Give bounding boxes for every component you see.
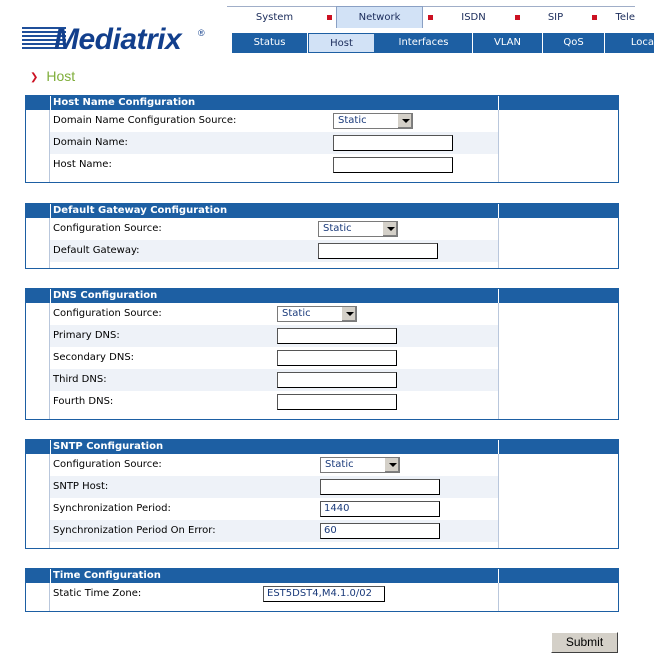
title-bullet-icon: ❯: [30, 72, 39, 83]
default-gateway-label: Default Gateway:: [53, 245, 140, 256]
page-title-text: Host: [46, 68, 76, 84]
domain-name-label: Domain Name:: [53, 137, 128, 148]
secondary-dns-label: Secondary DNS:: [53, 352, 135, 363]
logo-wordmark: Mediatrix: [54, 23, 182, 56]
default-gateway-input[interactable]: [318, 243, 438, 259]
sntp-host-label: SNTP Host:: [53, 481, 109, 492]
sub-tab-vlan[interactable]: VLAN: [473, 33, 543, 53]
form-row: [26, 520, 618, 542]
gateway-source-select[interactable]: [318, 221, 398, 237]
select-value: Static: [325, 459, 354, 470]
select-value: Static: [282, 308, 311, 319]
select-value: Static: [338, 115, 367, 126]
sub-tab-status[interactable]: Status: [232, 33, 308, 53]
primary-dns-label: Primary DNS:: [53, 330, 120, 341]
dns-source-label: Configuration Source:: [53, 308, 162, 319]
separator-icon: [322, 6, 336, 28]
form-row: [26, 498, 618, 520]
top-tab-sip[interactable]: SIP: [524, 6, 587, 28]
host-name-config-panel: [25, 95, 619, 183]
form-row: [26, 347, 618, 369]
form-row: [26, 476, 618, 498]
panel-header: [26, 204, 618, 218]
third-dns-input[interactable]: [277, 372, 397, 388]
top-tab-network[interactable]: Network: [336, 6, 423, 28]
sntp-source-select[interactable]: [320, 457, 400, 473]
form-row: [26, 110, 618, 132]
panel-header: [26, 569, 618, 583]
separator-icon: [587, 6, 601, 28]
form-row: [26, 132, 618, 154]
sync-period-input[interactable]: 1440: [320, 501, 440, 517]
panel-header: [26, 96, 618, 110]
form-row: [26, 154, 618, 176]
sub-nav: [232, 33, 654, 53]
form-row: [26, 325, 618, 347]
host-name-label: Host Name:: [53, 159, 112, 170]
top-nav: [227, 6, 635, 27]
form-row: [26, 240, 618, 262]
panel-title: DNS Configuration: [53, 290, 158, 301]
primary-dns-input[interactable]: [277, 328, 397, 344]
separator-icon: [510, 6, 524, 28]
panel-title: Default Gateway Configuration: [53, 205, 228, 216]
panel-title: Host Name Configuration: [53, 97, 196, 108]
sync-period-label: Synchronization Period:: [53, 503, 171, 514]
sub-tab-loca[interactable]: Loca: [630, 37, 654, 48]
form-row: [26, 369, 618, 391]
page-title: [30, 68, 75, 84]
gateway-source-label: Configuration Source:: [53, 223, 162, 234]
form-row: [26, 583, 618, 605]
form-row: [26, 218, 618, 240]
time-zone-label: Static Time Zone:: [53, 588, 142, 599]
panel-title: SNTP Configuration: [53, 441, 164, 452]
separator-icon: [423, 6, 437, 28]
panel-header: [26, 440, 618, 454]
dropdown-arrow-icon[interactable]: [382, 222, 397, 236]
panel-header: [26, 289, 618, 303]
time-zone-input[interactable]: EST5DST4,M4.1.0/02: [263, 586, 385, 602]
form-row: [26, 454, 618, 476]
top-tab-isdn[interactable]: ISDN: [437, 6, 510, 28]
third-dns-label: Third DNS:: [53, 374, 107, 385]
fourth-dns-label: Fourth DNS:: [53, 396, 114, 407]
gateway-config-panel: [25, 203, 619, 269]
domain-source-select[interactable]: [333, 113, 413, 129]
panel-title: Time Configuration: [53, 570, 161, 581]
sub-tab-qos[interactable]: QoS: [543, 33, 605, 53]
sub-tab-host[interactable]: Host: [308, 33, 375, 53]
logo-registered-mark: ®: [198, 28, 205, 38]
dropdown-arrow-icon[interactable]: [341, 307, 356, 321]
form-row: [26, 391, 618, 413]
dropdown-arrow-icon[interactable]: [384, 458, 399, 472]
time-config-panel: [25, 568, 619, 612]
mediatrix-logo: [22, 24, 212, 58]
sntp-host-input[interactable]: [320, 479, 440, 495]
domain-name-input[interactable]: [333, 135, 453, 151]
top-tab-system[interactable]: System: [227, 6, 322, 28]
fourth-dns-input[interactable]: [277, 394, 397, 410]
host-name-input[interactable]: [333, 157, 453, 173]
sntp-config-panel: [25, 439, 619, 549]
sub-tab-interfaces[interactable]: Interfaces: [375, 33, 473, 53]
sync-period-error-input[interactable]: 60: [320, 523, 440, 539]
form-row: [26, 303, 618, 325]
dropdown-arrow-icon[interactable]: [397, 114, 412, 128]
dns-source-select[interactable]: [277, 306, 357, 322]
secondary-dns-input[interactable]: [277, 350, 397, 366]
dns-config-panel: [25, 288, 619, 420]
select-value: Static: [323, 223, 352, 234]
submit-button[interactable]: Submit: [551, 632, 618, 653]
top-tab-tele[interactable]: Tele: [601, 6, 635, 28]
sntp-source-label: Configuration Source:: [53, 459, 162, 470]
sync-period-error-label: Synchronization Period On Error:: [53, 525, 216, 536]
domain-source-label: Domain Name Configuration Source:: [53, 115, 237, 126]
